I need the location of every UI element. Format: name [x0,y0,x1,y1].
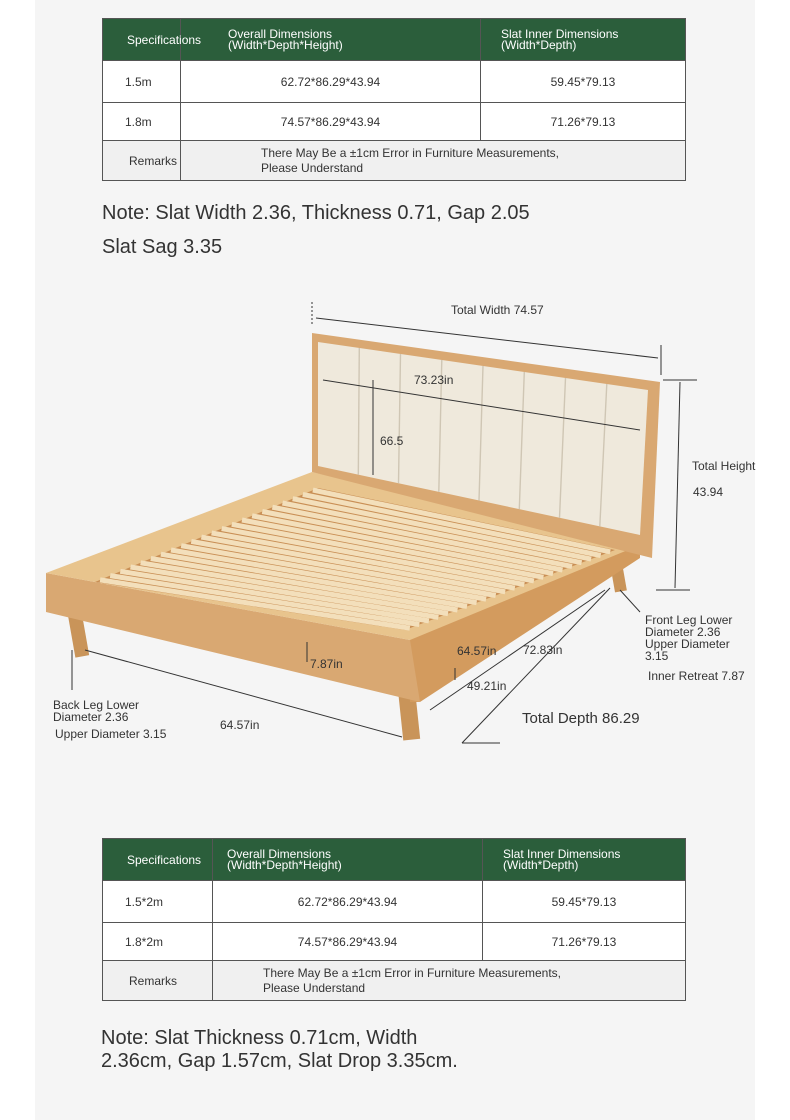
header-specifications: Specifications [103,19,181,61]
label-total-width: Total Width 74.57 [451,303,544,317]
remarks-line2: Please Understand [263,980,366,995]
table-row [103,923,686,961]
label-inner-width: 73.23in [414,373,454,387]
header-slat-line1: Slat Inner Dimensions [503,846,621,861]
label-total-height: Total Height [692,459,756,473]
cell-size: 1.8*2m [103,923,213,961]
label-back-leg-2: Diameter 2.36 [53,710,129,724]
cell-slat: 59.45*79.13 [481,61,686,103]
remarks-line1: There May Be a ±1cm Error in Furniture Measurements, [261,145,560,160]
cell-size: 1.5*2m [103,881,213,923]
label-leg-height: 7.87in [310,657,343,671]
cell-overall: 62.72*86.29*43.94 [181,61,481,103]
spec-table-1 [102,18,686,181]
label-bottom-64: 64.57in [220,718,260,732]
table-row [103,61,686,103]
slat-note-line1: Note: Slat Width 2.36, Thickness 0.71, Gap 2.05 [102,202,530,224]
remarks-label: Remarks [103,961,213,1001]
label-front-leg-3: Upper Diameter [645,637,730,651]
header-slat-line2: (Width*Depth) [501,37,577,52]
remarks-text [213,961,686,1001]
headboard-panel-seam [358,348,359,475]
header-slat-dimensions [483,839,686,881]
header-slat-line1: Slat Inner Dimensions [501,26,619,41]
cell-size: 1.5m [103,61,181,103]
remarks-line1: There May Be a ±1cm Error in Furniture Measurements, [263,965,562,980]
remarks-row [103,141,686,181]
cell-slat: 71.26*79.13 [481,103,686,141]
label-front-leg-4: 3.15 [645,649,669,663]
label-back-leg-3: Upper Diameter 3.15 [55,727,167,741]
cell-slat: 59.45*79.13 [483,881,686,923]
header-overall-dimensions [181,19,481,61]
header-overall-line2: (Width*Depth*Height) [228,37,343,52]
cell-overall: 74.57*86.29*43.94 [181,103,481,141]
label-back-leg-1: Back Leg Lower [53,698,140,712]
table-row [103,103,686,141]
bed-dimension-diagram [0,290,790,770]
header-slat-line2: (Width*Depth) [503,857,579,872]
remarks-label: Remarks [103,141,181,181]
header-overall-dimensions [213,839,483,881]
label-inner-retreat: Inner Retreat 7.87 [648,669,745,683]
remarks-row [103,961,686,1001]
header-overall-line2: (Width*Depth*Height) [227,857,342,872]
label-side-72: 72.83in [523,643,563,657]
label-front-leg-1: Front Leg Lower [645,613,733,627]
slat-note-2-line1: Note: Slat Thickness 0.71cm, Width [101,1027,418,1049]
remarks-text [181,141,686,181]
cell-overall: 74.57*86.29*43.94 [213,923,483,961]
cell-size: 1.8m [103,103,181,141]
table-row [103,881,686,923]
header-specifications: Specifications [103,839,213,881]
remarks-line2: Please Understand [261,160,364,175]
spec-table-2 [102,838,686,1001]
label-total-height-value: 43.94 [693,485,724,499]
label-total-depth: Total Depth 86.29 [522,710,640,727]
label-front-leg-2: Diameter 2.36 [645,625,721,639]
label-side-49: 49.21in [467,679,507,693]
slat-note-line2: Slat Sag 3.35 [102,236,223,258]
cell-slat: 71.26*79.13 [483,923,686,961]
label-headboard-height: 66.5 [380,434,404,448]
header-slat-dimensions [481,19,686,61]
header-overall-line1: Overall Dimensions [228,26,333,41]
slat-note-2-line2: 2.36cm, Gap 1.57cm, Slat Drop 3.35cm. [101,1050,458,1072]
label-side-64: 64.57in [457,644,497,658]
cell-overall: 62.72*86.29*43.94 [213,881,483,923]
header-overall-line1: Overall Dimensions [227,846,332,861]
